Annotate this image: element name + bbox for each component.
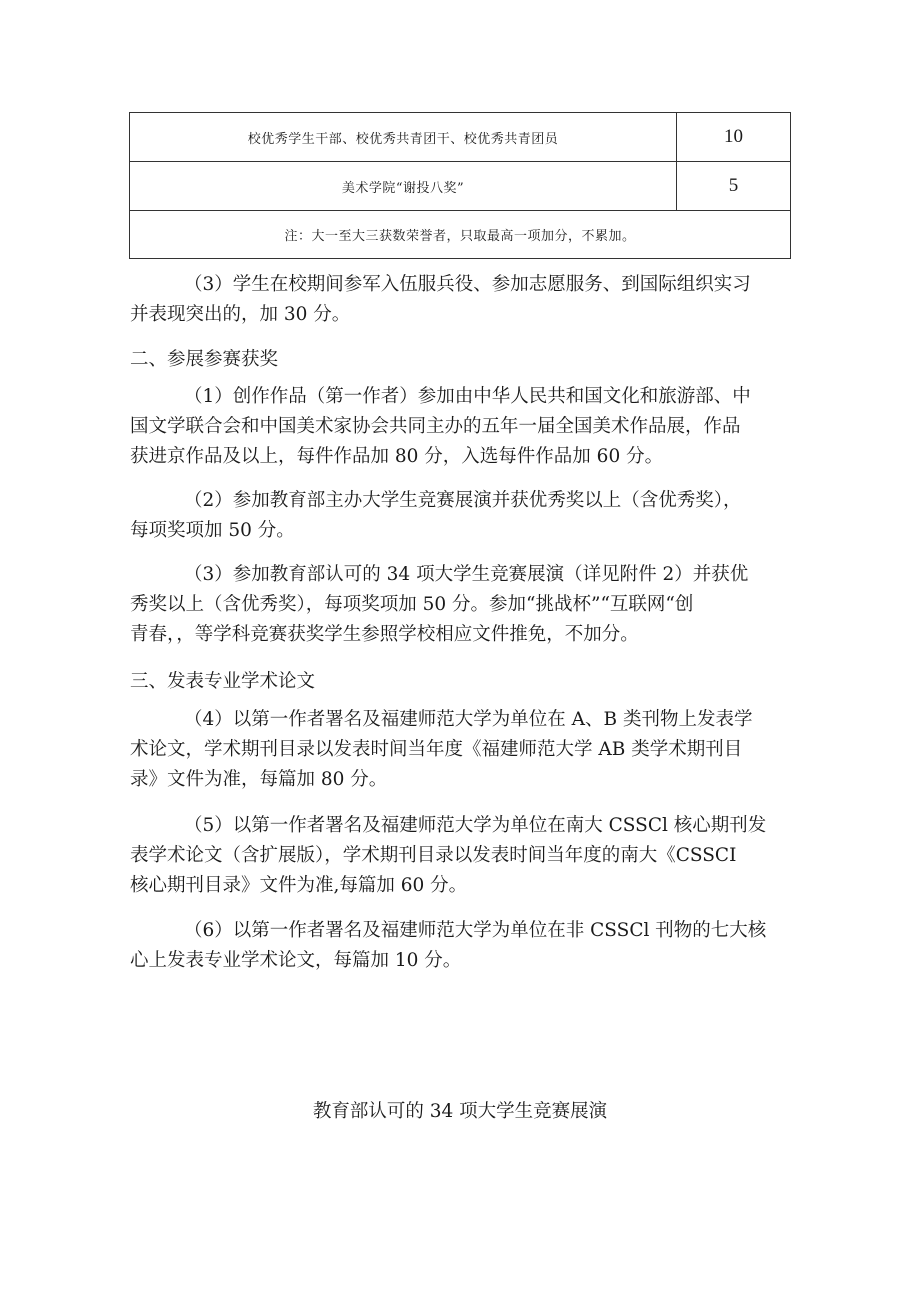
paragraph-ab-journal: （4）以第一作者署名及福建师范大学为单位在 A、B 类刊物上发表学 术论文，学术期刊目录以发表时间当年度《福建师范大学 AB 类学术期刊目 录》文件为准，每篇加 80 分。 [130,709,753,790]
paragraph-34-contests: （3）参加教育部认可的 34 项大学生竞赛展演（详见附件 2）并获优 秀奖以上（含优秀奖），每项奖项加 50 分。参加“挑战杯”“互联网“创 青春，，等学科竞赛获奖学生参照学校相应文件推免，不加分。 [130,564,749,645]
honor-score: 5 [677,162,791,211]
paragraph-core-journal: （6）以第一作者署名及福建师范大学为单位在非 CSSCl 刊物的七大核 心上发表专业学术论文，每篇加 10 分。 [130,920,767,971]
table-note-row [130,211,791,259]
attachment-title: 教育部认可的 34 项大学生竞赛展演 [312,1101,608,1122]
table-row [130,162,791,211]
paragraph-cssci-journal: （5）以第一作者署名及福建师范大学为单位在南大 CSSCl 核心期刊发 表学术论文（含扩展版），学术期刊目录以发表时间当年度的南大《CSSCI 核心期刊目录》文件为准,每篇加 60 分。 [130,815,767,896]
paragraph-national-exhibition: （1）创作作品（第一作者）参加由中华人民共和国文化和旅游部、中 国文学联合会和中国美术家协会共同主办的五年一届全国美术作品展，作品 获进京作品及以上，每件作品加 80 分，入选每件作品加 60 分。 [130,386,751,467]
section-heading-exhibition: 二、参展参赛获奖 [130,349,279,370]
honor-score: 10 [677,113,791,162]
section-heading-papers: 三、发表专业学术论文 [130,671,316,692]
paragraph-military-service: （3）学生在校期间参军入伍服兵役、参加志愿服务、到国际组织实习 并表现突出的，加 30 分。 [130,274,751,325]
honor-description: 校优秀学生干部、校优秀共青团干、校优秀共青团员 [130,113,677,162]
table-note: 注：大一至大三获数荣誉者，只取最高一项加分，不累加。 [130,211,791,259]
honor-description: 美术学院“谢投八奖” [130,162,677,211]
table-row [130,113,791,162]
paragraph-moe-contest: （2）参加教育部主办大学生竞赛展演并获优秀奖以上（含优秀奖）， 每项奖项加 50 分。 [130,490,742,541]
honor-score-table [129,112,791,259]
